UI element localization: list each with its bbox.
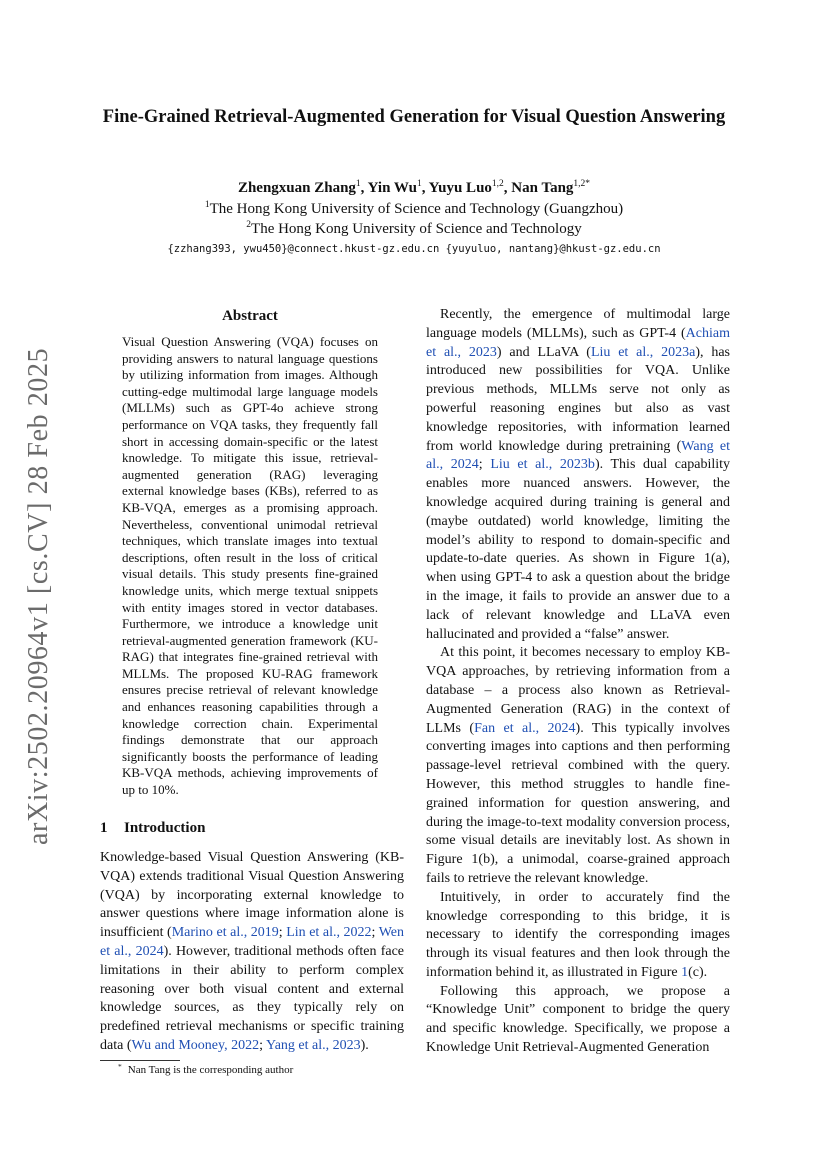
paragraph-text: ).	[360, 1037, 369, 1053]
right-column	[426, 306, 730, 1058]
author-list	[0, 178, 828, 198]
paragraph-text: Following this approach, we propose a “Knowledge Unit” component to bridge the query and specific knowledge. Specifically, we propose a Knowledge Unit Retrieval-Augmented Generation	[426, 983, 730, 1056]
arxiv-identifier-stamp: arXiv:2502.20964v1 [cs.CV] 28 Feb 2025	[23, 347, 54, 845]
citation-link[interactable]: Lin et al., 2022	[286, 925, 372, 941]
affiliation-mark: 1	[204, 200, 210, 210]
affiliation-line	[0, 199, 828, 219]
citation-link[interactable]: Fan et al., 2024	[474, 720, 576, 736]
author-name: Zhengxuan Zhang	[237, 180, 356, 196]
paragraph-text: Intuitively, in order to accurately find the knowledge corresponding to this bridge, it is necessary to identify the corresponding images through its visual features and then look through the information behind it, as illustrated in Figure	[426, 889, 730, 980]
author-emails: {zzhang393, ywu450}@connect.hkust-gz.edu.cn {yuyuluo, nantang}@hkust-gz.edu.cn	[167, 243, 661, 255]
section-title: Introduction	[124, 820, 206, 836]
citation-link[interactable]: Liu et al., 2023a	[590, 344, 696, 360]
citation-link[interactable]: Yang et al., 2023	[265, 1037, 361, 1053]
author-affiliation-mark: 1	[355, 179, 361, 189]
citation-link[interactable]: Wu and Mooney, 2022	[131, 1037, 260, 1053]
paragraph-text: ). This typically involves converting images into captions and then performing passage-level retrieval combined with the query. However, this method struggles to handle fine-grained information for question answering, and during the image-to-text modality conversion process, some visual details are inevitably lost. As shown in Figure 1(b), a unimodal, coarse-grained approach fails to retrieve the relevant knowledge.	[426, 720, 730, 886]
footnote-divider	[100, 1060, 180, 1061]
affiliation-mark: 2	[246, 220, 252, 230]
citation-link[interactable]: Marino et al., 2019	[171, 925, 279, 941]
body-paragraph	[426, 983, 730, 1058]
author-affiliation-mark: 1,2*	[573, 179, 591, 189]
paragraph-text: ;	[371, 925, 379, 941]
footnote-text: Nan Tang is the corresponding author	[127, 1064, 294, 1076]
author-separator: ,	[421, 180, 429, 196]
author-name: Yin Wu	[367, 180, 417, 196]
affiliation-text: The Hong Kong University of Science and Technology	[251, 221, 582, 237]
paper-title: Fine-Grained Retrieval-Augmented Generation for Visual Question Answering	[102, 107, 726, 127]
body-paragraph	[426, 644, 730, 888]
paragraph-text: At this point, it becomes necessary to employ KB-VQA approaches, by retrieving information from a database – a process also known as Retrieval-Augmented Generation (RAG) in the context of LLMs (	[426, 645, 730, 736]
paragraph-text: (c).	[688, 964, 708, 980]
intro-paragraph	[100, 849, 404, 1056]
paragraph-text: ). This dual capability enables more nuanced answers. However, the knowledge acquired during training is general and (maybe outdated) world knowledge, limiting the model’s ability to respond to domain-specific and update-to-date queries. As shown in Figure 1(a), when using GPT-4 to ask a question about the bridge in the image, it fails to provide an answer due to a lack of relevant knowledge and LLaVA even hallucinated and provided a “false” answer.	[426, 457, 731, 642]
author-separator: ,	[503, 180, 512, 196]
abstract-heading: Abstract	[222, 308, 278, 324]
paragraph-text: Knowledge-based Visual Question Answering (KB-VQA) extends traditional Visual Question Answering (VQA) by incorporating external knowledge to answer questions where image information alone is insufficient (	[100, 850, 404, 941]
paragraph-text: ). However, traditional methods often face limitations in their ability to perform complex reasoning over both visual content and external knowledge sources, as they typically rely on predefined retrieval mechanisms or specific training data (	[100, 943, 404, 1053]
paragraph-text: ;	[478, 457, 491, 473]
paragraph-text: ;	[259, 1037, 266, 1053]
affiliation-line	[0, 219, 828, 239]
author-name: Nan Tang	[511, 180, 574, 196]
paragraph-text: Recently, the emergence of multimodal large language models (MLLMs), such as GPT-4 (	[426, 307, 730, 341]
citation-link[interactable]: Liu et al., 2023b	[490, 457, 595, 473]
affiliation-text: The Hong Kong University of Science and Technology (Guangzhou)	[209, 201, 624, 217]
abstract-text: Visual Question Answering (VQA) focuses on providing answers to natural language questions by utilizing information from images. Although cutting-edge multimodal large language models (MLLMs) such as GPT-4o achieve strong performance on VQA tasks, they frequently fall short in accessing domain-specific or the latest knowledge. To mitigate this issue, retrieval-augmented generation (RAG) leveraging external knowledge bases (KBs), referred to as KB-VQA, emerges as a promising approach. Nevertheless, conventional unimodal retrieval techniques, which translate images into textual descriptions, often result in the loss of critical visual details. This study presents fine-grained knowledge units, which merge textual snippets with entity images stored in vector databases. Furthermore, we introduce a knowledge unit retrieval-augmented generation framework (KU-RAG) that integrates fine-grained retrieval with MLLMs. The proposed KU-RAG framework ensures precise retrieval of relevant knowledge and enhances reasoning capabilities through a knowledge correction chain. Experimental findings demonstrate that our approach significantly boosts the performance of leading KB-VQA methods, achieving improvements of up to 10%.	[122, 334, 378, 798]
author-name: Yuyu Luo	[428, 180, 492, 196]
citation-link[interactable]: Achiam et al., 2023	[426, 325, 730, 360]
paragraph-text: ), has introduced new possibilities for VQA. Unlike previous methods, MLLMs serve not only as powerful reasoning engines but also as vast knowledge repositories, with information learned from world knowledge during pretraining (	[426, 344, 730, 454]
body-paragraph	[426, 306, 730, 644]
section-heading-introduction	[100, 818, 400, 838]
author-affiliation-mark: 1,2	[491, 179, 504, 189]
author-affiliation-mark: 1	[416, 179, 422, 189]
section-number: 1	[100, 820, 108, 836]
citation-link[interactable]: Wen et al., 2024	[100, 925, 405, 959]
citation-link[interactable]: 1	[681, 964, 689, 980]
footnote-mark: *	[118, 1062, 122, 1071]
footnote	[118, 1063, 398, 1077]
body-paragraph	[426, 889, 730, 983]
author-separator: ,	[360, 180, 368, 196]
citation-link[interactable]: Wang et al., 2024	[426, 438, 730, 473]
paragraph-text: ) and LLaVA (	[496, 344, 591, 360]
paragraph-text: ;	[278, 925, 287, 941]
